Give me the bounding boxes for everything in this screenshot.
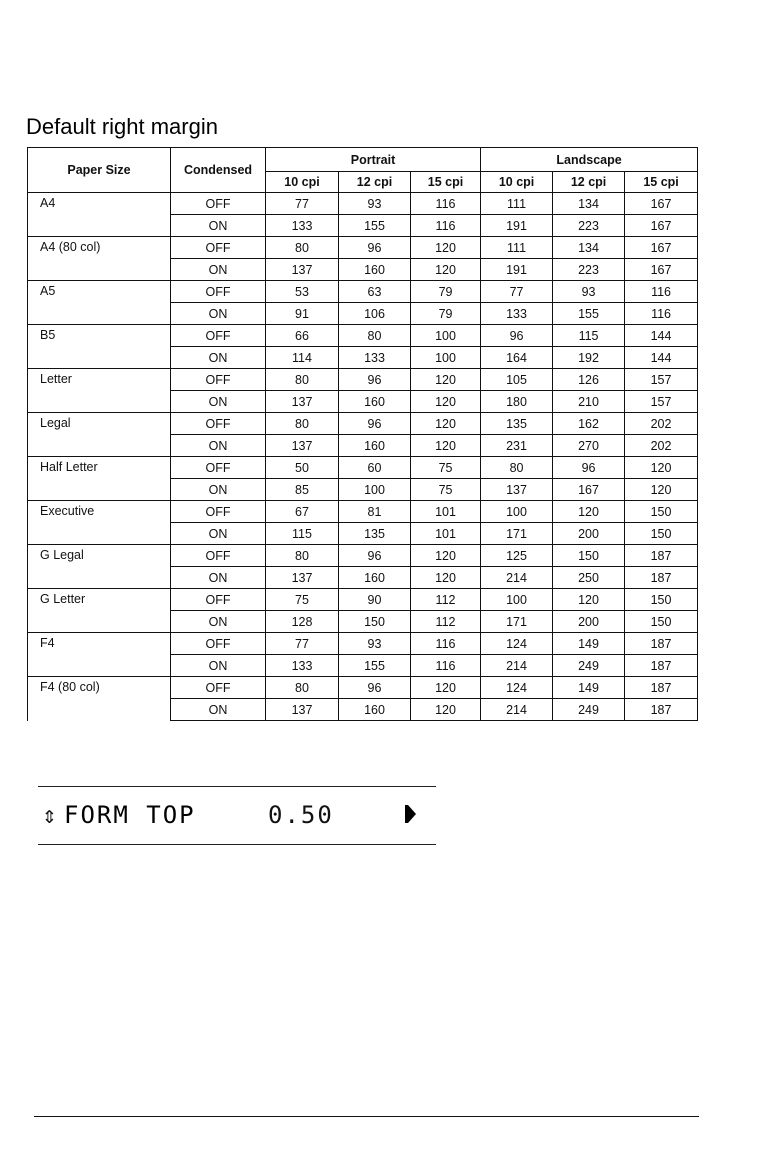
value-cell: 116 [625,303,698,325]
value-cell: 77 [481,281,553,303]
value-cell: 120 [553,589,625,611]
value-cell: 187 [625,677,698,699]
paper-size-cell: A4 [28,193,171,237]
condensed-cell: OFF [171,413,266,435]
condensed-cell: OFF [171,457,266,479]
value-cell: 231 [481,435,553,457]
value-cell: 96 [339,413,411,435]
value-cell: 106 [339,303,411,325]
value-cell: 134 [553,193,625,215]
value-cell: 126 [553,369,625,391]
value-cell: 135 [339,523,411,545]
value-cell: 150 [625,589,698,611]
value-cell: 250 [553,567,625,589]
value-cell: 187 [625,655,698,677]
value-cell: 133 [266,655,339,677]
value-cell: 105 [481,369,553,391]
value-cell: 160 [339,259,411,281]
value-cell: 116 [625,281,698,303]
value-cell: 101 [411,523,481,545]
value-cell: 112 [411,611,481,633]
condensed-cell: OFF [171,633,266,655]
right-arrow-icon [408,805,416,823]
value-cell: 160 [339,391,411,413]
value-cell: 150 [339,611,411,633]
page-heading: Default right margin [26,114,218,139]
value-cell: 149 [553,633,625,655]
condensed-cell: ON [171,215,266,237]
value-cell: 157 [625,391,698,413]
header-sub-col: 12 cpi [339,172,411,193]
value-cell: 120 [411,699,481,721]
value-cell: 171 [481,523,553,545]
header-sub-col: 10 cpi [481,172,553,193]
value-cell: 133 [339,347,411,369]
value-cell: 249 [553,655,625,677]
value-cell: 50 [266,457,339,479]
paper-size-cell: Executive [28,501,171,545]
table-row [28,193,698,215]
value-cell: 160 [339,699,411,721]
header-sub-col: 15 cpi [411,172,481,193]
value-cell: 124 [481,677,553,699]
value-cell: 120 [411,677,481,699]
condensed-cell: ON [171,655,266,677]
value-cell: 120 [411,435,481,457]
condensed-cell: OFF [171,677,266,699]
value-cell: 79 [411,281,481,303]
value-cell: 96 [553,457,625,479]
table-row [28,237,698,259]
paper-size-cell: A5 [28,281,171,325]
value-cell: 144 [625,325,698,347]
value-cell: 214 [481,567,553,589]
header-paper-size: Paper Size [28,148,171,193]
paper-size-cell: F4 [28,633,171,677]
header-condensed: Condensed [171,148,266,193]
value-cell: 223 [553,215,625,237]
header-landscape: Landscape [481,148,698,172]
condensed-cell: ON [171,435,266,457]
condensed-cell: OFF [171,501,266,523]
condensed-cell: OFF [171,325,266,347]
condensed-cell: OFF [171,545,266,567]
value-cell: 167 [553,479,625,501]
value-cell: 214 [481,655,553,677]
paper-size-cell: Legal [28,413,171,457]
paper-size-cell: B5 [28,325,171,369]
condensed-cell: ON [171,567,266,589]
value-cell: 53 [266,281,339,303]
value-cell: 223 [553,259,625,281]
value-cell: 133 [266,215,339,237]
condensed-cell: ON [171,479,266,501]
condensed-cell: OFF [171,193,266,215]
value-cell: 167 [625,259,698,281]
value-cell: 60 [339,457,411,479]
footer-rule [34,1116,699,1117]
value-cell: 116 [411,655,481,677]
value-cell: 187 [625,699,698,721]
value-cell: 202 [625,413,698,435]
up-down-icon: ⇕ [42,801,57,829]
value-cell: 96 [339,237,411,259]
value-cell: 164 [481,347,553,369]
value-cell: 77 [266,193,339,215]
condensed-cell: OFF [171,589,266,611]
value-cell: 120 [625,479,698,501]
value-cell: 270 [553,435,625,457]
value-cell: 137 [266,259,339,281]
value-cell: 150 [625,523,698,545]
value-cell: 128 [266,611,339,633]
value-cell: 111 [481,237,553,259]
value-cell: 155 [339,215,411,237]
condensed-cell: ON [171,391,266,413]
value-cell: 80 [266,369,339,391]
value-cell: 171 [481,611,553,633]
table-row [28,633,698,655]
value-cell: 192 [553,347,625,369]
value-cell: 80 [339,325,411,347]
value-cell: 96 [339,545,411,567]
value-cell: 81 [339,501,411,523]
value-cell: 187 [625,567,698,589]
value-cell: 93 [339,193,411,215]
value-cell: 137 [266,567,339,589]
condensed-cell: ON [171,303,266,325]
value-cell: 96 [481,325,553,347]
lcd-value: 0.50 [268,801,334,829]
value-cell: 100 [481,501,553,523]
paper-size-cell: F4 (80 col) [28,677,171,721]
lcd-label: FORM TOP [64,801,196,829]
value-cell: 120 [411,545,481,567]
header-portrait: Portrait [266,148,481,172]
paper-size-cell: G Letter [28,589,171,633]
value-cell: 200 [553,523,625,545]
value-cell: 120 [411,369,481,391]
value-cell: 120 [625,457,698,479]
value-cell: 125 [481,545,553,567]
value-cell: 191 [481,259,553,281]
condensed-cell: OFF [171,281,266,303]
condensed-cell: ON [171,523,266,545]
value-cell: 157 [625,369,698,391]
condensed-cell: ON [171,611,266,633]
paper-size-cell: Letter [28,369,171,413]
value-cell: 63 [339,281,411,303]
value-cell: 187 [625,545,698,567]
paper-size-cell: A4 (80 col) [28,237,171,281]
condensed-cell: ON [171,347,266,369]
value-cell: 214 [481,699,553,721]
value-cell: 100 [411,347,481,369]
condensed-cell: ON [171,699,266,721]
value-cell: 101 [411,501,481,523]
value-cell: 200 [553,611,625,633]
value-cell: 91 [266,303,339,325]
value-cell: 96 [339,677,411,699]
value-cell: 100 [339,479,411,501]
value-cell: 90 [339,589,411,611]
value-cell: 191 [481,215,553,237]
value-cell: 150 [625,611,698,633]
condensed-cell: ON [171,259,266,281]
value-cell: 210 [553,391,625,413]
value-cell: 80 [481,457,553,479]
value-cell: 77 [266,633,339,655]
value-cell: 144 [625,347,698,369]
value-cell: 120 [553,501,625,523]
value-cell: 155 [339,655,411,677]
value-cell: 85 [266,479,339,501]
paper-size-cell: Half Letter [28,457,171,501]
value-cell: 116 [411,193,481,215]
value-cell: 160 [339,435,411,457]
value-cell: 116 [411,633,481,655]
header-sub-col: 15 cpi [625,172,698,193]
value-cell: 137 [266,435,339,457]
value-cell: 115 [266,523,339,545]
value-cell: 150 [553,545,625,567]
value-cell: 80 [266,677,339,699]
value-cell: 115 [553,325,625,347]
value-cell: 80 [266,545,339,567]
value-cell: 120 [411,259,481,281]
value-cell: 149 [553,677,625,699]
value-cell: 167 [625,193,698,215]
value-cell: 93 [339,633,411,655]
value-cell: 167 [625,215,698,237]
value-cell: 167 [625,237,698,259]
value-cell: 150 [625,501,698,523]
value-cell: 75 [266,589,339,611]
value-cell: 111 [481,193,553,215]
table-row [28,369,698,391]
value-cell: 249 [553,699,625,721]
value-cell: 75 [411,479,481,501]
table-row [28,545,698,567]
table-row [28,325,698,347]
value-cell: 100 [481,589,553,611]
right-margin-table [27,147,698,721]
value-cell: 120 [411,391,481,413]
value-cell: 160 [339,567,411,589]
value-cell: 135 [481,413,553,435]
value-cell: 96 [339,369,411,391]
value-cell: 66 [266,325,339,347]
value-cell: 137 [266,391,339,413]
value-cell: 134 [553,237,625,259]
value-cell: 116 [411,215,481,237]
value-cell: 187 [625,633,698,655]
table-row [28,589,698,611]
table-row [28,677,698,699]
table-row [28,413,698,435]
value-cell: 80 [266,413,339,435]
header-sub-col: 12 cpi [553,172,625,193]
value-cell: 120 [411,237,481,259]
value-cell: 114 [266,347,339,369]
value-cell: 155 [553,303,625,325]
paper-size-cell: G Legal [28,545,171,589]
value-cell: 137 [481,479,553,501]
value-cell: 133 [481,303,553,325]
condensed-cell: OFF [171,369,266,391]
value-cell: 202 [625,435,698,457]
value-cell: 124 [481,633,553,655]
value-cell: 120 [411,567,481,589]
table-row [28,281,698,303]
value-cell: 75 [411,457,481,479]
value-cell: 120 [411,413,481,435]
condensed-cell: OFF [171,237,266,259]
table-row [28,501,698,523]
value-cell: 137 [266,699,339,721]
value-cell: 162 [553,413,625,435]
value-cell: 112 [411,589,481,611]
value-cell: 67 [266,501,339,523]
header-sub-col: 10 cpi [266,172,339,193]
value-cell: 100 [411,325,481,347]
value-cell: 93 [553,281,625,303]
lcd-display [38,786,436,845]
table-row [28,457,698,479]
value-cell: 79 [411,303,481,325]
value-cell: 180 [481,391,553,413]
value-cell: 80 [266,237,339,259]
